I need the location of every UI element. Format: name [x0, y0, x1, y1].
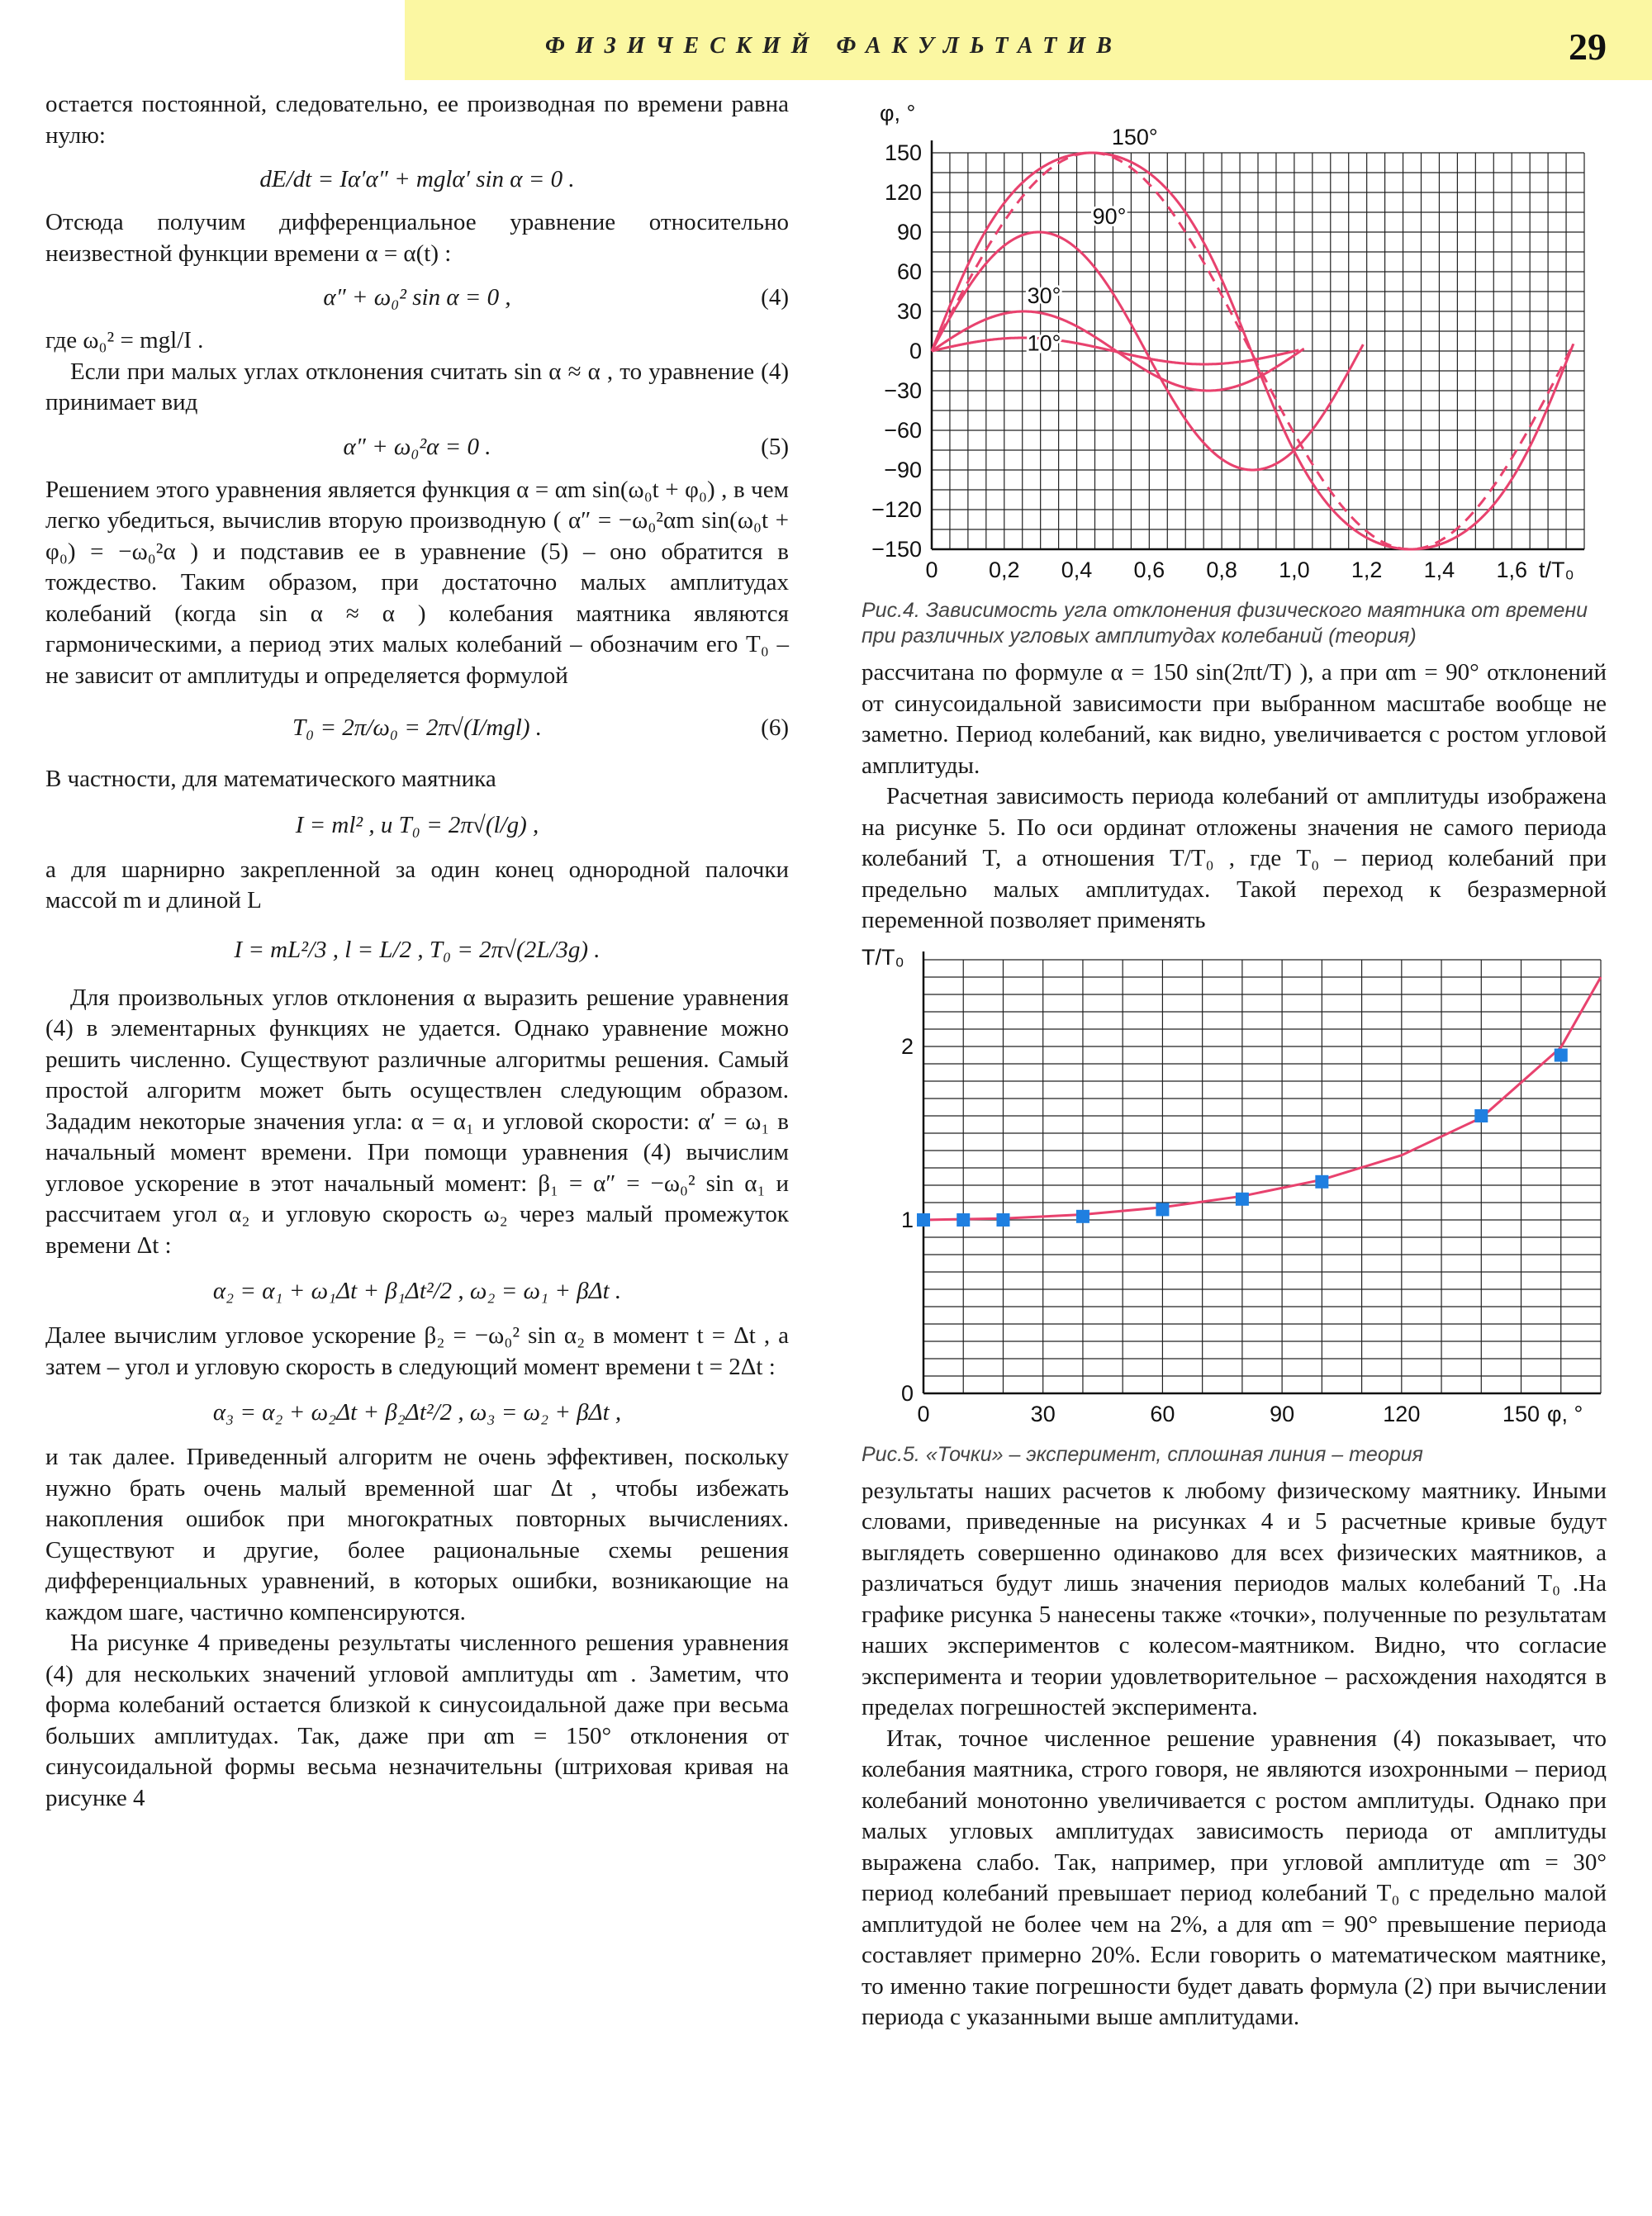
- series-label-30: 30°: [1027, 283, 1061, 308]
- x-tick-label: 0,6: [1133, 558, 1165, 582]
- x-tick-label: 1,0: [1279, 558, 1310, 582]
- experiment-point: [996, 1213, 1009, 1227]
- y-tick-label: −150: [871, 537, 922, 562]
- right-column: [862, 89, 1607, 2033]
- experiment-point: [1474, 1109, 1488, 1122]
- equation-5: α″ + ω₀²α = 0 . (5): [45, 430, 789, 463]
- x-tick-label: 120: [1383, 1401, 1421, 1426]
- paragraph: Итак, точное численное решение уравнения (4) показывает, что колебания маятника, строго говоря, не являются изохронными – период колебаний монотонно увеличивается с ростом амплитуды. Однако при малых угловых амплитудах зависимость периода от амплитуды выражена слабо. Так, например, при угловой амплитуде αm = 30° период колебаний превышает период колебаний T₀ с предельно малой амплитудой не более чем на 2%, а для αm = 90° превышение периода составляет примерно 20%. Если говорить о математическом маятнике, то именно такие погрешности будет давать формула (2) при вычислении периода с указанными выше амплитудами.: [862, 1725, 1607, 2030]
- y-tick-label: −120: [871, 497, 922, 522]
- equation-number: (5): [761, 433, 789, 460]
- equation-rod: I = mL²/3 , l = L/2 , T₀ = 2π√(2L/3g) .: [234, 936, 601, 963]
- paragraph: Решением этого уравнения является функция α = αm sin(ω₀t + φ₀) , в чем легко убедиться, вычислив вторую производную ( α″ = −ω₀²αm sin(ω₀t + φ₀) = −ω₀²α ) и подставив ее в уравнение (5) – оно обратится в тождество. Таким образом, при достаточно малых амплитудах колебаний (когда sin α ≈ α ) колебания маятника являются гармоническими, а период этих малых колебаний – обозначим его T₀ – не зависит от амплитуды и определяется формулой: [45, 476, 789, 689]
- experiment-point: [917, 1213, 930, 1227]
- y-tick-label: 120: [884, 180, 922, 205]
- paragraph: результаты наших расчетов к любому физическому маятнику. Иными словами, приведенные на рисунках 4 и 5 расчетные кривые будут выглядеть совершенно одинаково для всех физических маятников, а различаться будут лишь значения периодов малых колебаний T₀ .На графике рисунка 5 нанесены также «точки», полученные по результатам наших экспериментов с колесом-маятником. Видно, что согласие эксперимента и теории удовлетворительное – расхождения находятся в пределах погрешностей эксперимента.: [862, 1477, 1607, 1720]
- experiment-point: [957, 1213, 970, 1227]
- equation-6: T₀ = 2π/ω₀ = 2π√(I/mgl) . (6): [45, 711, 789, 744]
- x-tick-label: 1,2: [1351, 558, 1383, 582]
- equation-step-2: α₃ = α₂ + ω₂Δt + β₂Δt²/2 , ω₃ = ω₂ + βΔt ,: [212, 1399, 622, 1426]
- x-tick-label: 0: [917, 1401, 930, 1426]
- x-tick-label: 30: [1030, 1401, 1056, 1426]
- series-label-90: 90°: [1092, 204, 1127, 229]
- paragraph: В частности, для математического маятника: [45, 766, 496, 792]
- x-tick-label: 0: [925, 558, 938, 582]
- paragraph: остается постоянной, следовательно, ее производная по времени равна нулю:: [45, 91, 789, 149]
- paragraph: рассчитана по формуле α = 150 sin(2πt/T) ), а при αm = 90° отклонений от синусоидальной зависимости при выбранном масштабе вообще не заметно. Период колебаний, как видно, увеличивается с ростом угловой амплитуды.: [862, 659, 1607, 779]
- experiment-point: [1315, 1174, 1328, 1188]
- figure-5-caption: Рис.5. «Точки» – эксперимент, сплошная линия – теория: [862, 1442, 1423, 1466]
- y-tick-label: −30: [884, 378, 922, 403]
- x-axis-label: t/T₀: [1539, 558, 1574, 582]
- equation-number: (4): [761, 284, 789, 311]
- y-tick-label: 150: [884, 140, 922, 165]
- y-tick-label: −60: [884, 418, 922, 443]
- paragraph: Отсюда получим дифференциальное уравнение относительно неизвестной функции времени α = α(t) :: [45, 209, 789, 267]
- paragraph: На рисунке 4 приведены результаты численного решения уравнения (4) для нескольких значений угловой амплитуды αm . Заметим, что форма колебаний остается близкой к синусоидальной даже при весьма больших амплитудах. Так, даже при αm = 150° отклонения от синусоидальной формы весьма незначительны (штриховая кривая на рисунке 4: [45, 1630, 789, 1811]
- experiment-point: [1076, 1209, 1089, 1222]
- equation-step-1: α₂ = α₁ + ω₁Δt + β₁Δt²/2 , ω₂ = ω₁ + βΔt .: [212, 1278, 622, 1304]
- figure-4: [862, 99, 1607, 649]
- y-tick-label: 30: [896, 299, 922, 324]
- left-column: [45, 89, 789, 1814]
- figure-5: [862, 943, 1607, 1468]
- equation-number: (6): [761, 714, 789, 741]
- paragraph: и так далее. Приведенный алгоритм не очень эффективен, поскольку нужно брать очень малый временной шаг Δt , чтобы избежать накопления ошибок при многократных повторных вычислениях. Существуют и другие, более рациональные схемы решения дифференциальных уравнений, в которых ошибки, возникающие на каждом шаге, частично компенсируются.: [45, 1444, 789, 1625]
- paragraph: Расчетная зависимость периода колебаний от амплитуды изображена на рисунке 5. По оси ординат отложены значения не самого периода колебаний T, а отношения T/T₀ , где T₀ – период колебаний при предельно малых амплитудах. Такой переход к безразмерной переменной позволяет применять: [862, 783, 1607, 933]
- figure-4-chart: [862, 99, 1607, 595]
- y-tick-label: −90: [884, 458, 922, 482]
- paragraph: а для шарнирно закрепленной за один конец однородной палочки массой m и длиной L: [45, 856, 789, 913]
- equation-math-pendulum: I = ml² , и T₀ = 2π√(l/g) ,: [295, 811, 539, 838]
- paragraph: Далее вычислим угловое ускорение β₂ = −ω₀² sin α₂ в момент t = Δt , а затем – угол и угловую скорость в следующий момент времени t = 2Δt :: [45, 1322, 789, 1380]
- x-tick-label: 0,2: [989, 558, 1020, 582]
- x-tick-label: 1,4: [1423, 558, 1455, 582]
- experiment-point: [1236, 1192, 1249, 1205]
- y-tick-label: 0: [909, 339, 922, 363]
- x-tick-label: 150: [1502, 1401, 1540, 1426]
- equation-energy: dE/dt = Iα′α″ + mglα′ sin α = 0 .: [259, 166, 575, 192]
- y-axis-label: φ, °: [880, 101, 916, 126]
- x-tick-label: 0,8: [1206, 558, 1237, 582]
- page-number: 29: [1569, 26, 1607, 68]
- y-tick-label: 90: [896, 220, 922, 244]
- experiment-point: [1156, 1203, 1169, 1216]
- figure-5-chart: [862, 943, 1607, 1439]
- y-tick-label: 1: [900, 1207, 914, 1232]
- figure-4-caption: Рис.4. Зависимость угла отклонения физического маятника от времени при различных угловых амплитудах колебаний (теория): [862, 599, 1588, 648]
- y-tick-label: 2: [900, 1033, 914, 1059]
- experiment-point: [1555, 1048, 1568, 1061]
- series-label-10: 10°: [1027, 330, 1061, 356]
- y-tick-label: 0: [900, 1380, 914, 1406]
- y-axis-label: T/T₀: [862, 944, 904, 970]
- paragraph: Для произвольных углов отклонения α выразить решение уравнения (4) в элементарных функциях не удается. Однако уравнение можно решить численно. Существуют различные алгоритмы решения. Самый простой алгоритм может быть осуществлен следующим образом. Зададим некоторые значения угла: α = α₁ и угловой скорости: α′ = ω₁ в начальный момент времени. При помощи уравнения (4) вычислим угловое ускорение в этот начальный момент: β₁ = α″ = −ω₀² sin α₁ и рассчитаем угол α₂ и угловую скорость ω₂ через малый промежуток времени Δt :: [45, 984, 789, 1259]
- x-axis-label: φ, °: [1547, 1401, 1583, 1426]
- paragraph: Если при малых углах отклонения считать sin α ≈ α , то уравнение (4) принимает вид: [45, 358, 789, 415]
- x-tick-label: 60: [1150, 1401, 1175, 1426]
- equation-4: α″ + ω₀² sin α = 0 , (4): [45, 281, 789, 314]
- journal-section-title: ФИЗИЧЕСКИЙ ФАКУЛЬТАТИВ: [545, 33, 1123, 59]
- x-tick-label: 90: [1270, 1401, 1295, 1426]
- x-tick-label: 1,6: [1496, 558, 1527, 582]
- y-tick-label: 60: [896, 259, 922, 284]
- series-label-150: 150°: [1111, 125, 1158, 149]
- paragraph: где ω₀² = mgl/I .: [45, 327, 204, 354]
- x-tick-label: 0,4: [1061, 558, 1093, 582]
